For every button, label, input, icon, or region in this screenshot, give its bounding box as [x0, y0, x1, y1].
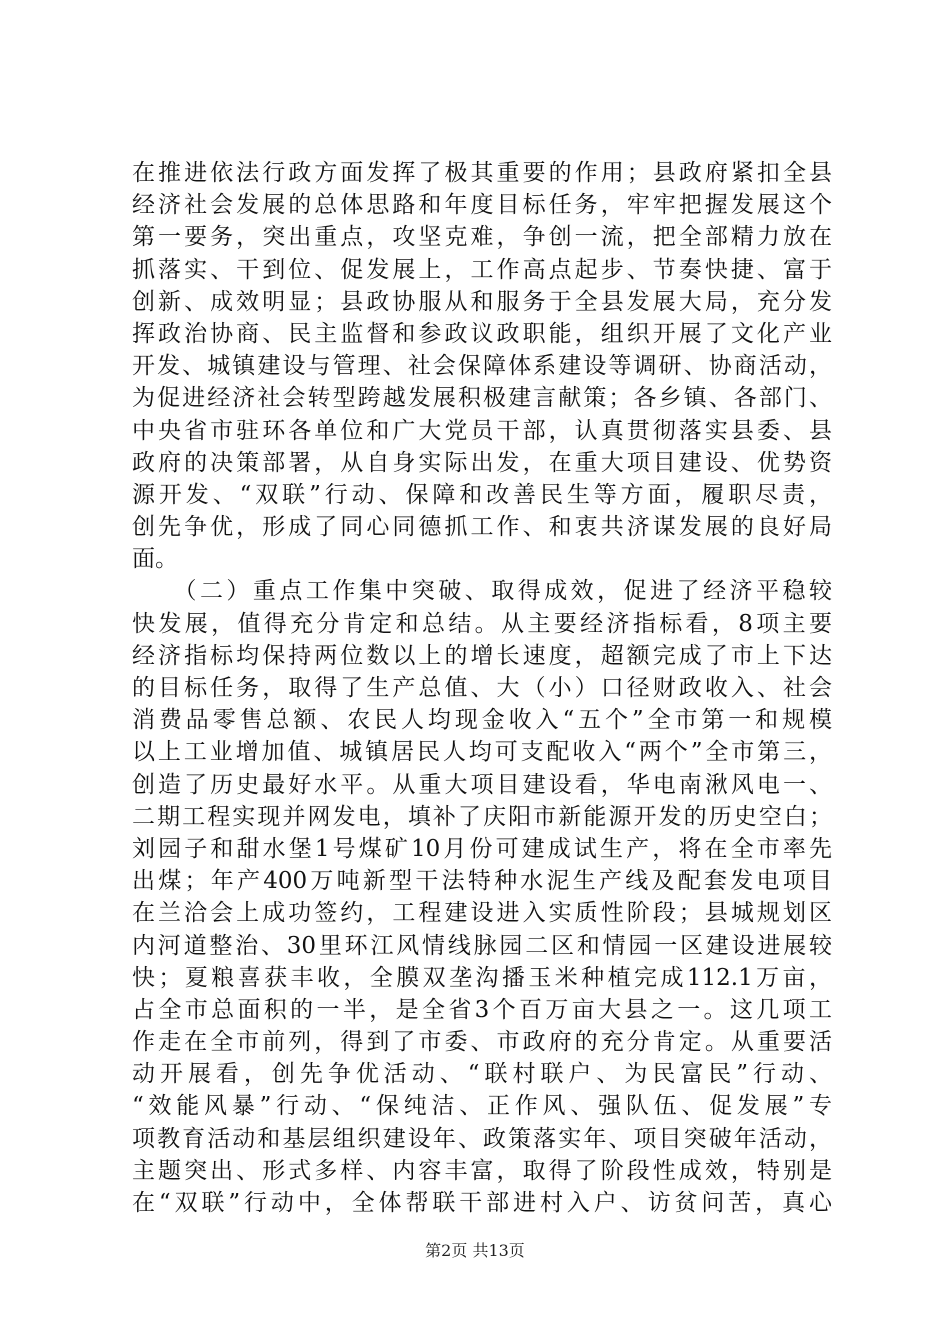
text-line: （二）重点工作集中突破、取得成效，促进了经济平稳较	[132, 578, 832, 605]
text-line: 出煤；年产400万吨新型干法特种水泥生产线及配套发电项目	[132, 868, 832, 895]
text-line: 政府的决策部署，从自身实际出发，在重大项目建设、优势资	[132, 449, 832, 476]
text-line: 面。	[132, 546, 178, 573]
text-line: 源开发、“双联”行动、保障和改善民生等方面，履职尽责，	[132, 481, 832, 508]
text-line: 经济社会发展的总体思路和年度目标任务，牢牢把握发展这个	[132, 192, 832, 219]
text-line: 创造了历史最好水平。从重大项目建设看，华电南湫风电一、	[132, 771, 832, 798]
text-line: 作走在全市前列，得到了市委、市政府的充分肯定。从重要活	[132, 1029, 832, 1056]
text-line: “效能风暴”行动、“保纯洁、正作风、强队伍、促发展”专	[132, 1093, 832, 1120]
text-line: 占全市总面积的一半，是全省3个百万亩大县之一。这几项工	[132, 996, 832, 1023]
text-line: 刘园子和甜水堡1号煤矿10月份可建成试生产，将在全市率先	[132, 835, 832, 862]
text-line: 中央省市驻环各单位和广大党员干部，认真贯彻落实县委、县	[132, 417, 832, 444]
text-line: 快；夏粮喜获丰收，全膜双垄沟播玉米种植完成112.1万亩，	[132, 964, 832, 991]
text-line: 在“双联”行动中，全体帮联干部进村入户、访贫问苦，真心	[132, 1190, 832, 1216]
text-line: 创先争优，形成了同心同德抓工作、和衷共济谋发展的良好局	[132, 514, 832, 541]
body-text	[132, 157, 832, 1219]
text-line: 经济指标均保持两位数以上的增长速度，超额完成了市上下达	[132, 642, 832, 669]
text-line: 第一要务，突出重点，攻坚克难，争创一流，把全部精力放在	[132, 224, 832, 251]
text-line: 在推进依法行政方面发挥了极其重要的作用；县政府紧扣全县	[132, 160, 832, 186]
text-line: 挥政治协商、民主监督和参政议政职能，组织开展了文化产业	[132, 320, 832, 347]
text-line: 内河道整治、30里环江风情线脉园二区和情园一区建设进展较	[132, 932, 832, 959]
text-line: 快发展，值得充分肯定和总结。从主要经济指标看，8项主要	[132, 610, 832, 637]
text-line: 二期工程实现并网发电，填补了庆阳市新能源开发的历史空白；	[132, 803, 832, 830]
text-line: 开发、城镇建设与管理、社会保障体系建设等调研、协商活动，	[132, 353, 832, 380]
text-line: 以上工业增加值、城镇居民人均可支配收入“两个”全市第三，	[132, 739, 832, 766]
text-line: 消费品零售总额、农民人均现金收入“五个”全市第一和规模	[132, 707, 832, 734]
text-line: 主题突出、形式多样、内容丰富，取得了阶段性成效，特别是	[132, 1157, 832, 1184]
text-line: 动开展看，创先争优活动、“联村联户、为民富民”行动、	[132, 1061, 832, 1088]
page-number-footer: 第2页 共13页	[425, 1241, 525, 1260]
text-line: 为促进经济社会转型跨越发展积极建言献策；各乡镇、各部门、	[132, 385, 832, 412]
text-line: 项教育活动和基层组织建设年、政策落实年、项目突破年活动，	[132, 1125, 832, 1152]
text-line: 的目标任务，取得了生产总值、大（小）口径财政收入、社会	[132, 675, 832, 701]
text-line: 抓落实、干到位、促发展上，工作高点起步、节奏快捷、富于	[132, 256, 832, 283]
text-line: 创新、成效明显；县政协服从和服务于全县发展大局，充分发	[132, 288, 832, 315]
text-line: 在兰洽会上成功签约，工程建设进入实质性阶段；县城规划区	[132, 900, 832, 927]
